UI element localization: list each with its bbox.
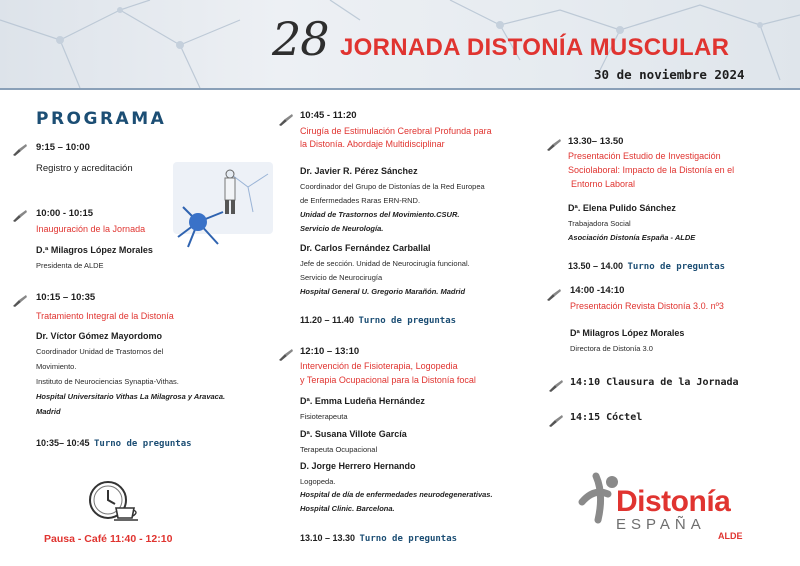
c2s2-title-line2: y Terapia Ocupacional para la Distonía focal: [300, 375, 476, 385]
s3-title: Tratamiento Integral de la Distonía: [36, 311, 174, 321]
c2s1-time: 10:45 - 11:20: [300, 110, 357, 121]
logo-alde: ALDE: [718, 531, 743, 541]
s3-speaker: Dr. Víctor Gómez Mayordomo: [36, 331, 163, 341]
c2s1-speaker2-role2: Servicio de Neurocirugía: [300, 273, 383, 282]
s1-time: 9:15 – 10:00: [36, 142, 90, 153]
c2s1-title-line1: Cirugía de Estimulación Cerebral Profunda para: [300, 126, 492, 136]
col1-turno-time: 10:35– 10:45: [36, 438, 90, 448]
s1-text: Registro y acreditación: [36, 163, 133, 174]
s3-institution-line1: Hospital Universitario Vithas La Milagrosa y Aravaca.: [36, 392, 226, 401]
col2-turno2: [300, 528, 457, 546]
header-banner: [0, 0, 800, 88]
scalpel-icon: [278, 348, 294, 362]
c2s1-speaker1-inst2: Servicio de Neurología.: [300, 224, 384, 233]
c2s1-speaker1-inst1: Unidad de Trastornos del Movimiento.CSUR.: [300, 210, 460, 219]
c3s1-institution: Asociación Distonía España - ALDE: [568, 233, 696, 242]
scalpel-icon: [548, 379, 564, 393]
s3-role-line1: Coordinador Unidad de Trastornos del: [36, 347, 164, 356]
col2-turno1-label: Turno de preguntas: [358, 316, 457, 326]
s2-title: Inauguración de la Jornada: [36, 224, 146, 234]
c2s2-speaker3-inst2: Hospital Clinic. Barcelona.: [300, 504, 395, 513]
c2s2-speaker3-role: Logopeda.: [300, 477, 336, 486]
logo-espana: ESPAÑA: [616, 516, 706, 533]
c3s1-role: Trabajadora Social: [568, 219, 631, 228]
c3s2-time: 14:00 -14:10: [570, 285, 625, 296]
event-title: JORNADA DISTONÍA MUSCULAR: [340, 34, 730, 61]
edition-number: 28: [272, 12, 329, 66]
scalpel-icon: [548, 414, 564, 428]
c2s2-time: 12:10 – 13:10: [300, 346, 360, 357]
c3s2-title: Presentación Revista Distonía 3.0. nº3: [570, 301, 724, 311]
c2s2-speaker3: D. Jorge Herrero Hernando: [300, 461, 416, 471]
c2s2-title-line1: Intervención de Fisioterapia, Logopedia: [300, 361, 458, 371]
s2-time: 10:00 - 10:15: [36, 208, 94, 219]
header-divider: [0, 88, 800, 90]
col1-turno-label: Turno de preguntas: [94, 439, 192, 449]
logo-distonia: Distonía: [616, 485, 731, 518]
c2s1-speaker1: Dr. Javier R. Pérez Sánchez: [300, 166, 418, 176]
c2s1-speaker2-role1: Jefe de sección. Unidad de Neurocirugía funcional.: [300, 259, 470, 268]
s3-institution-line2: Madrid: [36, 407, 61, 416]
closing-session: 14:10 Clausura de la Jornada: [570, 377, 739, 388]
c3s2-speaker: Dª Milagros López Morales: [570, 328, 685, 338]
col2-turno1-time: 11.20 – 11.40: [300, 315, 355, 325]
clock-coffee-icon: [86, 478, 142, 524]
c2s1-speaker1-role2: de Enfermedades Raras ERN-RND.: [300, 196, 421, 205]
c3s1-title-line2: Sociolaboral: Impacto de la Distonía en el: [568, 165, 735, 175]
col3-turno-time: 13.50 – 14.00: [568, 261, 624, 271]
c3s1-speaker: Dª. Elena Pulido Sánchez: [568, 203, 676, 213]
c3s1-time: 13.30– 13.50: [568, 136, 624, 147]
c3s1-title-line1: Presentación Estudio de Investigación: [568, 151, 721, 161]
s2-speaker: D.ª Milagros López Morales: [36, 245, 153, 255]
scalpel-icon: [546, 288, 562, 302]
coffee-break: Pausa - Café 11:40 - 12:10: [44, 533, 173, 545]
scalpel-icon: [12, 143, 28, 157]
s3-time: 10:15 – 10:35: [36, 292, 96, 303]
col3-turno: [568, 256, 725, 274]
c3s1-title-line3: Entorno Laboral: [571, 179, 636, 189]
c2s1-speaker2-inst1: Hospital General U. Gregorio Marañón. Madrid: [300, 287, 466, 296]
c2s2-speaker2: Dª. Susana Villote García: [300, 429, 407, 439]
scalpel-icon: [12, 294, 28, 308]
s3-role-line2: Movimiento.: [36, 362, 77, 371]
col2-turno2-label: Turno de preguntas: [359, 534, 458, 544]
c2s2-speaker1: Dª. Emma Ludeña Hernández: [300, 396, 425, 406]
col1-turno: [36, 433, 192, 451]
col2-turno1: [300, 310, 456, 328]
c2s2-speaker1-role: Fisioterapeuta: [300, 412, 348, 421]
c2s1-speaker2: Dr. Carlos Fernández Carballal: [300, 243, 431, 253]
c2s2-speaker2-role: Terapeuta Ocupacional: [300, 445, 378, 454]
scalpel-icon: [546, 138, 562, 152]
c2s1-speaker1-role1: Coordinador del Grupo de Distonías de la Red Europea: [300, 182, 485, 191]
col3-turno-label: Turno de preguntas: [627, 262, 726, 272]
c2s2-speaker3-inst1: Hospital de día de enfermedades neurodegenerativas.: [300, 490, 493, 499]
c3s2-role: Directora de Distonía 3.0: [570, 344, 653, 353]
s2-role: Presidenta de ALDE: [36, 261, 104, 270]
scalpel-icon: [278, 113, 294, 127]
event-date: 30 de noviembre 2024: [594, 67, 745, 82]
scalpel-icon: [12, 209, 28, 223]
col2-turno2-time: 13.10 – 13.30: [300, 533, 356, 543]
programa-heading: PROGRAMA: [36, 109, 167, 129]
c2s1-title-line2: la Distonía. Abordaje Multidisciplinar: [300, 139, 445, 149]
s3-role-line3: Instituto de Neurociencias Synaptia-Vithas.: [36, 377, 179, 386]
cocktail: 14:15 Cóctel: [570, 412, 643, 423]
neuron-illustration: [168, 152, 278, 250]
